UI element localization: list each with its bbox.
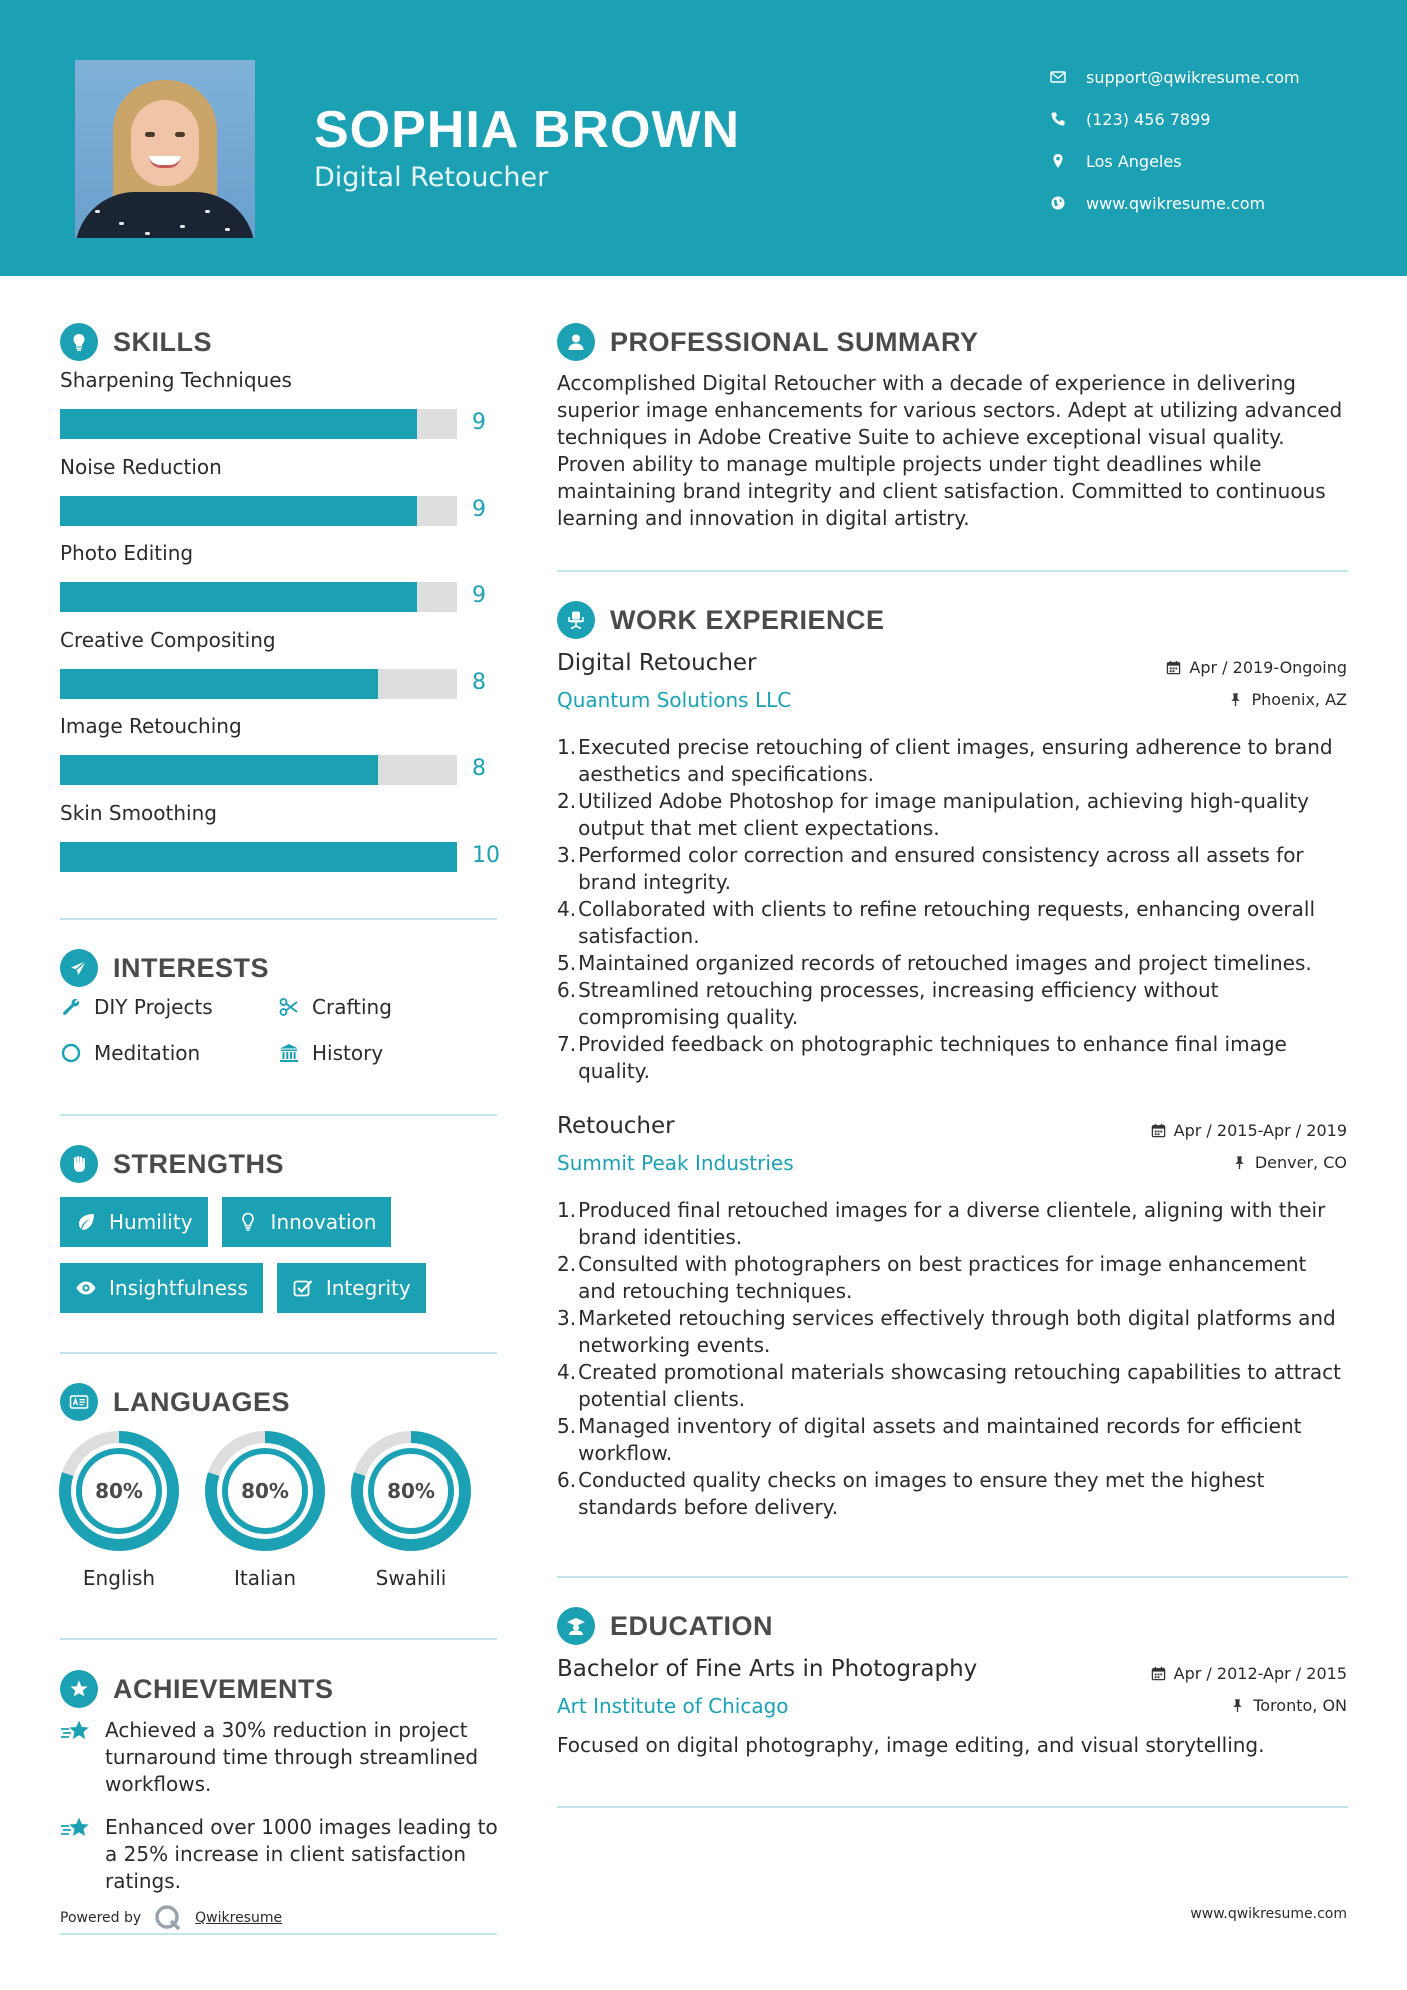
skill-item — [60, 714, 500, 801]
contact-location-text: Los Angeles — [1086, 151, 1182, 171]
language-item — [350, 1430, 472, 1590]
job-date — [1151, 1121, 1347, 1140]
bullet-text: Collaborated with clients to refine retouching requests, enhancing overall satisfaction. — [578, 897, 1316, 948]
strengths-title: STRENGTHS — [113, 1148, 285, 1179]
bullet-text: Provided feedback on photographic techniques to enhance final image quality. — [578, 1032, 1287, 1083]
language-item — [204, 1430, 326, 1590]
interest-item — [60, 994, 278, 1020]
job-company[interactable]: Quantum Solutions LLC — [557, 688, 792, 712]
divider — [60, 1352, 497, 1354]
languages-list — [58, 1430, 472, 1590]
bullet-number: 6. — [557, 1468, 577, 1492]
bullet-text: Conducted quality checks on images to ensure they met the highest standards before delivery. — [578, 1468, 1265, 1519]
achievement-text: Enhanced over 1000 images leading to a 25% increase in client satisfaction ratings. — [105, 1815, 498, 1893]
divider — [557, 1576, 1348, 1578]
job-location — [1228, 690, 1347, 709]
achievement-item — [60, 1814, 500, 1895]
skill-bar-fill — [60, 755, 378, 785]
candidate-role: Digital Retoucher — [314, 162, 549, 193]
mail-icon — [1050, 69, 1086, 85]
lightbulb-icon — [60, 323, 98, 361]
language-ring — [58, 1430, 180, 1552]
skill-label: Skin Smoothing — [60, 800, 217, 825]
job-bullet — [557, 896, 1347, 950]
skill-label: Sharpening Techniques — [60, 368, 292, 392]
location-pin-icon — [1050, 153, 1086, 169]
language-card-icon — [60, 1383, 98, 1421]
job-bullets — [557, 1197, 1347, 1521]
powered-by-text: Powered by — [60, 1910, 142, 1926]
job-title: Digital Retoucher — [557, 650, 757, 676]
contact-phone-text: (123) 456 7899 — [1086, 109, 1211, 129]
wrench-icon — [60, 996, 82, 1018]
skill-value: 9 — [472, 410, 486, 435]
strength-label: Humility — [109, 1210, 193, 1234]
qwikresume-logo-icon — [153, 1903, 183, 1933]
degree-title: Bachelor of Fine Arts in Photography — [557, 1656, 978, 1682]
skill-label: Photo Editing — [60, 541, 194, 565]
job-date-text: Apr / 2019-Ongoing — [1189, 658, 1347, 677]
education-location — [1230, 1696, 1347, 1715]
skill-value: 8 — [472, 756, 486, 781]
skill-bar — [60, 669, 457, 699]
interest-item — [60, 1040, 278, 1066]
bullet-text: Consulted with photographers on best practices for image enhancement and retouching techniques. — [578, 1252, 1307, 1303]
job-entry — [557, 650, 1347, 1085]
job-bullet — [557, 1305, 1347, 1359]
education-entry — [557, 1656, 1347, 1759]
bullet-text: Utilized Adobe Photoshop for image manipulation, achieving high-quality output that met client expectations. — [578, 789, 1309, 840]
job-location — [1232, 1153, 1347, 1172]
skill-label: Creative Compositing — [60, 627, 276, 652]
achievements-heading — [60, 1670, 334, 1708]
bullet-number: 5. — [557, 951, 577, 975]
skill-item — [60, 628, 500, 715]
bullet-text: Produced final retouched images for a diverse clientele, aligning with their brand identities. — [578, 1198, 1326, 1249]
scissors-icon — [278, 996, 300, 1018]
pushpin-icon — [1228, 692, 1243, 707]
skill-bar — [60, 496, 457, 526]
achievements-title: ACHIEVEMENTS — [113, 1673, 334, 1704]
bullet-number: 7. — [557, 1032, 577, 1056]
job-location-text: Phoenix, AZ — [1251, 690, 1347, 709]
office-chair-icon — [557, 601, 595, 639]
language-name: English — [82, 1566, 156, 1590]
paper-plane-icon — [60, 949, 98, 987]
strength-label: Integrity — [325, 1276, 411, 1300]
contact-location — [1050, 140, 1380, 182]
graduate-icon — [557, 1607, 595, 1645]
job-bullet — [557, 1031, 1347, 1085]
interest-label: DIY Projects — [94, 995, 213, 1019]
footer-website[interactable]: www.qwikresume.com — [1190, 1906, 1347, 1922]
pushpin-icon — [1230, 1698, 1245, 1713]
skill-label: Image Retouching — [60, 714, 242, 738]
job-bullet — [557, 1359, 1347, 1413]
strength-chip — [277, 1263, 426, 1313]
job-bullet — [557, 977, 1347, 1031]
eye-icon — [75, 1277, 97, 1299]
achievement-item — [60, 1717, 500, 1798]
achievement-text: Achieved a 30% reduction in project turnaround time through streamlined workflows. — [105, 1718, 479, 1796]
skill-bar — [60, 582, 457, 612]
bullet-number: 1. — [557, 735, 577, 759]
skills-title: SKILLS — [113, 326, 213, 357]
skill-bar — [60, 842, 457, 872]
language-ring — [350, 1430, 472, 1552]
strength-chip — [222, 1197, 392, 1247]
job-title: Retoucher — [557, 1113, 675, 1139]
circle-icon — [60, 1042, 82, 1064]
language-percent: 80% — [241, 1479, 289, 1503]
leaf-icon — [75, 1211, 97, 1233]
school-name[interactable]: Art Institute of Chicago — [557, 1694, 789, 1718]
divider — [60, 1114, 497, 1116]
contact-website[interactable] — [1050, 182, 1380, 224]
skill-label: Noise Reduction — [60, 454, 222, 479]
resume-header — [0, 0, 1407, 276]
lightbulb-icon — [237, 1211, 259, 1233]
contact-email-text: support@qwikresume.com — [1086, 67, 1300, 87]
strength-chip — [60, 1197, 208, 1247]
museum-icon — [278, 1042, 300, 1064]
bullet-number: 3. — [557, 1306, 577, 1330]
skill-bar-fill — [60, 496, 417, 526]
achievements-list — [60, 1717, 500, 1911]
shooting-star-icon — [60, 1816, 92, 1844]
calendar-icon — [1166, 660, 1181, 675]
skill-bar-fill — [60, 842, 457, 872]
skills-heading — [60, 323, 212, 361]
candidate-name: SOPHIA BROWN — [314, 101, 741, 159]
profile-photo — [75, 60, 255, 238]
language-item — [58, 1430, 180, 1590]
education-description: Focused on digital photography, image editing, and visual storytelling. — [557, 1733, 1265, 1757]
education-heading — [557, 1607, 773, 1645]
skill-value: 9 — [472, 496, 486, 522]
interest-label: History — [312, 1041, 384, 1065]
interest-label: Crafting — [312, 995, 392, 1019]
contact-list — [1050, 56, 1380, 224]
bullet-number: 3. — [557, 843, 577, 867]
job-bullet — [557, 1413, 1347, 1467]
skill-item — [60, 368, 500, 455]
skill-bar — [60, 409, 457, 439]
experience-heading — [557, 601, 885, 639]
bullet-number: 1. — [557, 1198, 577, 1222]
skill-bar-fill — [60, 409, 417, 439]
interest-item — [278, 994, 496, 1020]
powered-by — [60, 1903, 282, 1933]
experience-title: WORK EXPERIENCE — [610, 604, 885, 635]
pushpin-icon — [1232, 1155, 1247, 1170]
strength-label: Insightfulness — [109, 1276, 248, 1300]
user-icon — [557, 323, 595, 361]
job-entry — [557, 1113, 1347, 1521]
language-name: Swahili — [375, 1566, 447, 1590]
skill-bar-fill — [60, 582, 417, 612]
bullet-number: 5. — [557, 1414, 577, 1438]
skill-bar-fill — [60, 669, 378, 699]
star-badge-icon — [60, 1670, 98, 1708]
contact-phone[interactable] — [1050, 98, 1380, 140]
qwikresume-link[interactable]: Qwikresume — [195, 1910, 283, 1926]
language-percent: 80% — [387, 1479, 435, 1503]
education-title: EDUCATION — [610, 1610, 773, 1641]
divider — [60, 918, 497, 920]
bullet-number: 6. — [557, 978, 577, 1002]
languages-heading — [60, 1383, 290, 1421]
contact-email[interactable] — [1050, 56, 1380, 98]
phone-icon — [1050, 111, 1086, 127]
job-location-text: Denver, CO — [1254, 1153, 1347, 1172]
divider — [557, 1806, 1348, 1808]
divider — [557, 570, 1348, 572]
job-bullet — [557, 734, 1347, 788]
summary-text: Accomplished Digital Retoucher with a decade of experience in delivering superior image enhancements for various sectors. Adept at utilizing advanced techniques in Adobe Creative Suite to achieve exceptional visual quality. Proven ability to manage multiple projects under tight deadlines while maintaining brand integrity and client satisfaction. Committed to continuous learning and innovation in digital artistry. — [557, 371, 1343, 530]
shooting-star-icon — [60, 1719, 92, 1747]
skills-list — [60, 368, 500, 887]
bullet-text: Managed inventory of digital assets and maintained records for efficient workflow. — [578, 1414, 1302, 1465]
education-date — [1151, 1664, 1347, 1683]
job-bullet — [557, 950, 1347, 977]
interests-list — [60, 994, 500, 1066]
job-bullets — [557, 734, 1347, 1085]
job-bullet — [557, 1251, 1347, 1305]
bullet-text: Created promotional materials showcasing retouching capabilities to attract potential clients. — [578, 1360, 1341, 1411]
job-bullet — [557, 788, 1347, 842]
bullet-text: Executed precise retouching of client images, ensuring adherence to brand aesthetics and specifications. — [578, 735, 1333, 786]
strengths-heading — [60, 1145, 284, 1183]
skill-item — [60, 455, 500, 542]
summary-title: PROFESSIONAL SUMMARY — [610, 326, 979, 357]
language-percent: 80% — [95, 1479, 143, 1503]
strengths-list — [60, 1197, 500, 1329]
bullet-text: Marketed retouching services effectively through both digital platforms and networking events. — [578, 1306, 1336, 1357]
bullet-number: 4. — [557, 897, 577, 921]
job-company[interactable]: Summit Peak Industries — [557, 1151, 794, 1175]
skill-value: 8 — [472, 669, 486, 695]
calendar-icon — [1151, 1123, 1166, 1138]
interest-item — [278, 1040, 496, 1066]
language-ring — [204, 1430, 326, 1552]
skill-item — [60, 801, 500, 888]
education-date-text: Apr / 2012-Apr / 2015 — [1173, 1664, 1347, 1683]
divider — [60, 1638, 497, 1640]
raised-fist-icon — [60, 1145, 98, 1183]
calendar-icon — [1151, 1666, 1166, 1681]
job-date-text: Apr / 2015-Apr / 2019 — [1173, 1121, 1347, 1140]
strength-label: Innovation — [270, 1210, 377, 1234]
job-bullet — [557, 842, 1347, 896]
contact-website-text: www.qwikresume.com — [1086, 193, 1266, 213]
bullet-number: 2. — [557, 1252, 577, 1276]
checkbox-icon — [292, 1277, 314, 1299]
job-bullet — [557, 1467, 1347, 1521]
interest-label: Meditation — [94, 1041, 201, 1065]
skill-value: 9 — [472, 583, 486, 608]
interests-title: INTERESTS — [113, 952, 270, 983]
summary-heading — [557, 323, 979, 361]
language-name: Italian — [233, 1566, 297, 1590]
bullet-text: Streamlined retouching processes, increasing efficiency without compromising quality. — [578, 978, 1219, 1029]
job-bullet — [557, 1197, 1347, 1251]
skill-bar — [60, 755, 457, 785]
skill-item — [60, 541, 500, 628]
skill-value: 10 — [472, 842, 500, 868]
languages-title: LANGUAGES — [113, 1386, 291, 1417]
divider — [60, 1933, 497, 1935]
bullet-text: Performed color correction and ensured consistency across all assets for brand integrity. — [578, 843, 1304, 894]
bullet-number: 4. — [557, 1360, 577, 1384]
job-date — [1166, 658, 1347, 677]
interests-heading — [60, 949, 269, 987]
bullet-number: 2. — [557, 789, 577, 813]
globe-icon — [1050, 195, 1086, 211]
bullet-text: Maintained organized records of retouched images and project timelines. — [578, 951, 1312, 975]
education-location-text: Toronto, ON — [1253, 1696, 1347, 1715]
strength-chip — [60, 1263, 263, 1313]
